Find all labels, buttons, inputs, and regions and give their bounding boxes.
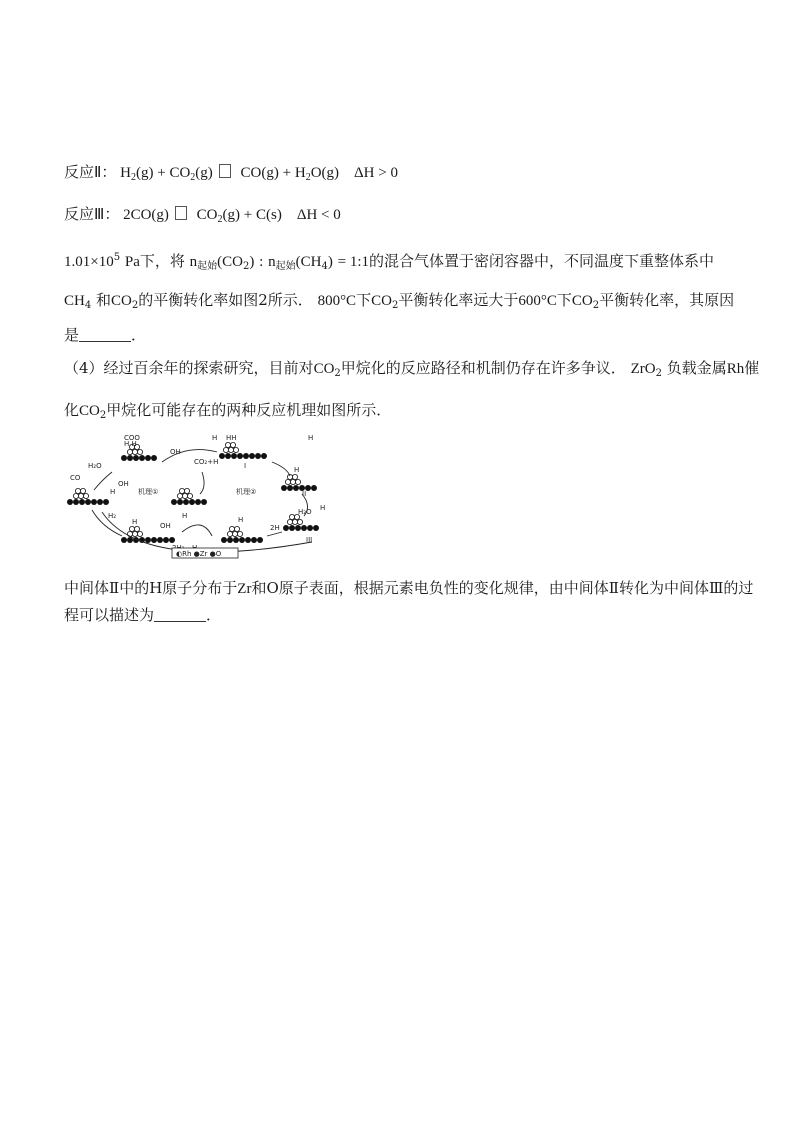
figure-label: H₂O [298,508,312,516]
figure-label: OH [160,522,171,530]
figure-label: H H [124,440,137,448]
figure-label: 机理② [236,488,257,496]
equilibrium-arrow-icon [219,164,231,178]
figure-label: OH [118,480,129,488]
figure-label: H [212,434,218,442]
mechanism-figure [62,432,362,564]
figure-legend: ◐Rh ●Zr ●O [176,550,222,558]
question-number: （4） [64,359,104,377]
figure-label: H [320,504,326,512]
figure-label: HH [226,434,237,442]
figure-label: OH [170,448,181,456]
figure-label: H [238,516,244,524]
figure-label: H [308,434,314,442]
paragraph-5: 程可以描述为 ． [64,606,222,624]
answer-blank[interactable] [154,607,206,622]
figure-label: H [110,488,116,496]
paragraph-3: 是 ． [64,326,147,344]
reaction-2-label: 反应Ⅱ： [64,165,117,181]
reaction-3: 反应Ⅲ： 2CO(g) $CO_2(g) + C(s)$ ΔH < 0 [64,207,341,225]
figure-label: H₂ [108,512,117,520]
figure-label: 机理① [138,488,159,496]
figure-label: I [244,462,247,470]
paragraph-2: $CH_4$ 和$CO_2$的平衡转化率如图2所示． 800°C下$CO_2$平衡转化率远大于600°C下$CO_2$平衡转化率，其原因 [64,291,735,311]
enthalpy-2: ΔH > 0 [354,165,398,181]
figure-label: II [302,490,307,498]
rh-clusters [73,442,302,536]
figure-label: H [132,518,138,526]
figure-label: 2H [270,524,280,532]
enthalpy-3: ΔH < 0 [296,207,341,223]
reaction-2: 反应Ⅱ： $H_2(g) + CO_2(g) CO(g) + H_2O(g)$ ΔH > 0 [64,165,398,183]
figure-label: COO [124,434,140,442]
figure-label: CO [70,474,81,482]
figure-label: CO₂+H [194,458,219,466]
figure-label: H [294,466,300,474]
answer-blank[interactable] [79,327,131,342]
question-4: （4）经过百余年的探索研究，目前对$CO_2$甲烷化的反应路径和机制仍存在许多争议． ZrO$_2$ 负载金属Rh催 [64,359,760,379]
figure-label: III [306,536,313,544]
question-4-line-2: 化$CO_2$甲烷化可能存在的两种反应机理如图所示． [64,401,392,421]
figure-label: H₂O [88,462,102,470]
reaction-3-label: 反应Ⅲ： [64,207,120,223]
paragraph-4: 中间体Ⅱ中的H原子分布于Zr和O原子表面，根据元素电负性的变化规律，由中间体Ⅱ转化为中间体Ⅲ的过 [64,579,754,597]
equilibrium-arrow-icon [175,206,187,220]
paragraph-1: $1.01\times 10^5$ Pa下，将 $n_{起始}(CO_2)$ : $n_{起始}(CH_4)$ = 1:1的混合气体置于密闭容器中，不同温度下重整体系中 [64,252,715,272]
figure-label: H [182,512,188,520]
